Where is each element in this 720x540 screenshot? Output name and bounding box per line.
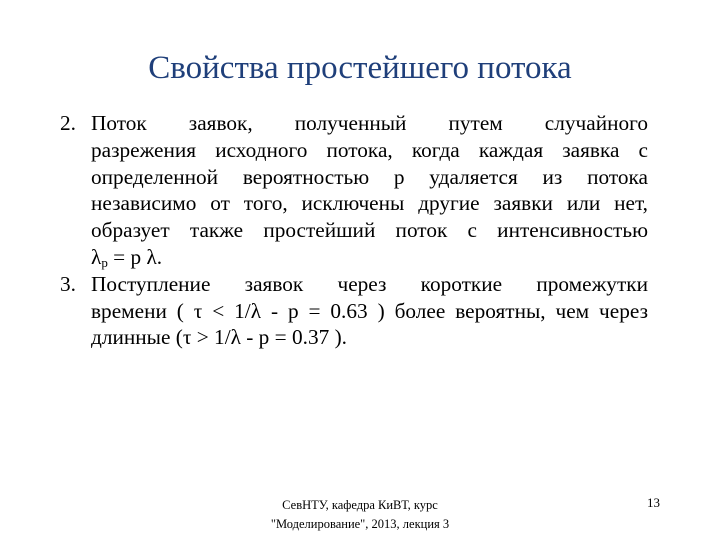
- list-item-number: 2.: [60, 111, 76, 135]
- text-line: Поток заявок, полученный путем случайного: [91, 111, 648, 135]
- lambda-symbol: λ: [91, 244, 102, 269]
- formula-line: [91, 244, 648, 271]
- formula-subscript: р: [101, 254, 108, 270]
- list-item-number: 3.: [60, 271, 76, 296]
- text-line: определенной вероятностью р удаляется из потока: [91, 164, 648, 189]
- formula-rest: = р λ.: [107, 244, 163, 269]
- slide-footer: [240, 496, 480, 534]
- text-line: Поступление заявок через короткие промежутки: [91, 271, 648, 296]
- text-line: времени ( τ < 1/λ - р = 0.63 ) более вероятны, чем через: [91, 298, 648, 323]
- list-item-2: [60, 110, 648, 271]
- text-line: независимо от того, исключены другие заявки или нет,: [91, 191, 648, 216]
- text-line: длинные (τ > 1/λ - р = 0.37 ).: [91, 325, 347, 350]
- slide-title: Свойства простейшего потока: [148, 50, 572, 86]
- footer-line: "Моделирование", 2013, лекция 3: [270, 517, 450, 531]
- slide-body: [60, 110, 648, 351]
- footer-line: СевНТУ, кафедра КиВТ, курс: [282, 498, 438, 512]
- list-item-3: [60, 271, 648, 351]
- page-number: 13: [647, 495, 660, 510]
- text-line: образует также простейший поток с интенсивностью: [91, 218, 648, 243]
- text-line: разрежения исходного потока, когда каждая заявка с: [91, 137, 648, 162]
